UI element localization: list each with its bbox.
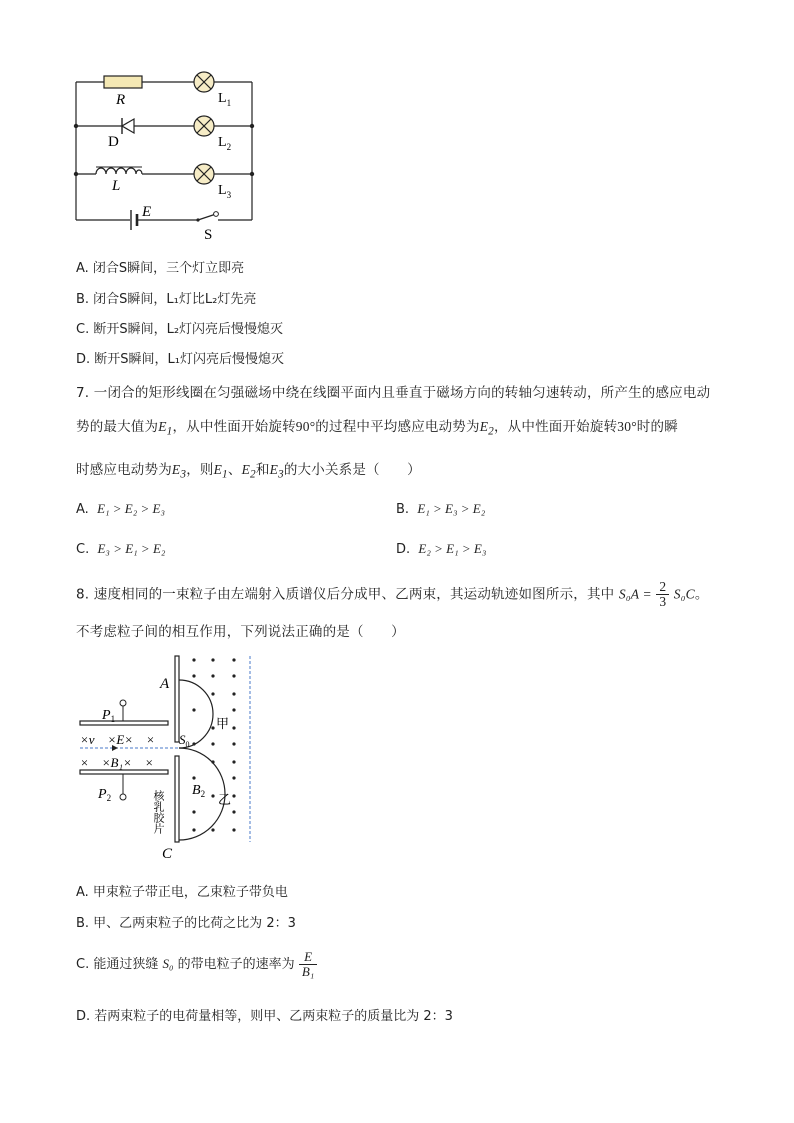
film-lower-plate xyxy=(175,756,179,842)
label-s0: $S_0$ xyxy=(179,732,190,749)
label-d: D xyxy=(108,134,119,150)
resistor-r xyxy=(104,76,142,88)
q7-stem-line3: 时感应电动势为$E_3$，则$E_1$、$E_2$和$E_3$的大小关系是（ ） xyxy=(76,462,421,481)
label-p2: $P_2$ xyxy=(98,787,112,803)
q8-option-d: D. 若两束粒子的电荷量相等，则甲、乙两束粒子的质量比为 2：3 xyxy=(76,1009,453,1024)
label-e: E xyxy=(142,204,152,220)
q8-fraction: $\frac{2}{3}$ xyxy=(656,580,669,609)
label-p1: $P_1$ xyxy=(102,708,116,724)
label-v-row: ×v ×E× × xyxy=(80,732,155,747)
q8-option-c: C. 能通过狭缝 S₀ 的带电粒子的速率为 $\frac{E}{\text{B₁}}$ xyxy=(76,950,317,979)
label-jia: 甲 xyxy=(216,716,230,731)
inductor-l-icon xyxy=(96,168,142,174)
label-b2: $B_2$ xyxy=(192,783,206,799)
battery-e-icon xyxy=(131,210,137,230)
label-l: L xyxy=(112,178,121,194)
q8-option-c-fraction: $\frac{E}{\text{B₁}}$ xyxy=(299,950,317,979)
mass-spectrometer-diagram xyxy=(70,648,260,863)
q7-stem-line2: 势的最大值为$E_1$，从中性面开始旋转90°的过程中平均感应电动势为$E_2$，从中性面开始旋转30°时的瞬 xyxy=(76,419,678,438)
label-b-row: × ×B₁× × xyxy=(80,755,154,770)
q7-option-c: C. E₃ > E₁ > E₂ xyxy=(76,541,166,557)
lamp-l3-icon xyxy=(194,164,214,184)
label-l2: $L_2$ xyxy=(218,135,232,152)
q7-option-b: B. E₁ > E₃ > E₂ xyxy=(396,501,486,517)
lamp-l2-icon xyxy=(194,116,214,136)
lamp-l1-icon xyxy=(194,72,214,92)
q8-option-b: B. 甲、乙两束粒子的比荷之比为 2：3 xyxy=(76,916,296,931)
label-yi: 乙 xyxy=(218,792,232,807)
q7-option-a: A. E₁ > E₂ > E₃ xyxy=(76,501,165,517)
q8-option-a: A. 甲束粒子带正电，乙束粒子带负电 xyxy=(76,885,288,900)
diode-d-icon xyxy=(122,118,134,134)
q6-option-b: B. 闭合S瞬间，L₁灯比L₂灯先亮 xyxy=(76,292,257,307)
q7-stem-line1: 7. 一闭合的矩形线圈在匀强磁场中绕在线圈平面内且垂直于磁场方向的转轴匀速转动，所产生的感应电动 xyxy=(76,385,711,401)
circuit-diagram xyxy=(66,66,266,244)
q6-option-d: D. 断开S瞬间，L₁灯闪亮后慢慢熄灭 xyxy=(76,352,284,367)
q6-option-a: A. 闭合S瞬间，三个灯立即亮 xyxy=(76,261,245,276)
label-film: 核乳胶片 xyxy=(152,790,164,834)
q8-stem-line2: 不考虑粒子间的相互作用，下列说法正确的是（ ） xyxy=(76,624,405,640)
q8-stem-line1: 8. 速度相同的一束粒子由左端射入质谱仪后分成甲、乙两束，其运动轨迹如图所示，其中 S₀A = $\frac{2}{3}$ S₀C。 xyxy=(76,579,709,609)
label-l1: $L_1$ xyxy=(218,91,232,108)
switch-s-icon xyxy=(214,212,219,217)
film-upper-plate xyxy=(175,656,179,742)
label-l3: $L_3$ xyxy=(218,183,232,200)
q7-option-d: D. E₂ > E₁ > E₃ xyxy=(396,541,487,557)
label-c: C xyxy=(162,846,173,862)
q6-option-c: C. 断开S瞬间，L₂灯闪亮后慢慢熄灭 xyxy=(76,322,284,337)
label-a: A xyxy=(160,676,170,692)
label-s: S xyxy=(204,227,213,243)
label-r: R xyxy=(116,92,126,108)
